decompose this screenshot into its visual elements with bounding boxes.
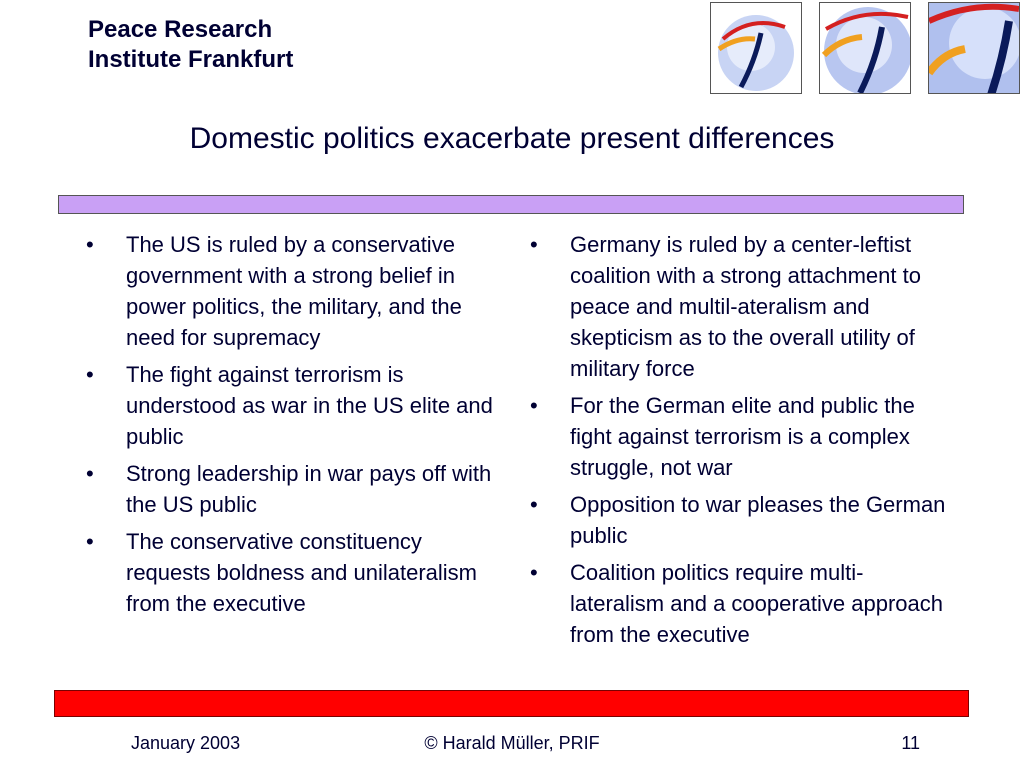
bullet-marker: • [86,461,94,486]
footer-page-number: 11 [901,733,920,753]
list-item [86,229,498,353]
logo-tile-2 [819,2,911,94]
institute-name-line2: Institute Frankfurt [88,46,294,73]
list-item [86,526,498,619]
bullet-text: Coalition politics require multi-lateralism and a cooperative approach from the executive [570,560,944,647]
bullet-text: The conservative constituency requests boldness and unilateralism from the executive [126,529,477,616]
bullet-marker: • [530,393,538,418]
list-item [530,390,950,483]
list-item [530,557,950,650]
bullet-marker: • [86,362,94,387]
germany-bullet-list [530,229,950,656]
institute-name-line1: Peace Research [88,16,273,43]
bullet-marker: • [530,560,538,585]
bullet-text: Germany is ruled by a center-leftist coalition with a strong attachment to peace and multil-ateralism and skepticism as to the overall utility of military force [570,232,921,381]
sphere-swoosh-icon [929,3,1019,93]
footer-copyright: © Harald Müller, PRIF [424,733,600,753]
bullet-marker: • [530,492,538,517]
bullet-text: For the German elite and public the fight against terrorism is a complex struggle, not war [570,393,915,480]
bullet-text: Opposition to war pleases the German public [570,492,946,548]
list-item [86,458,498,520]
bullet-text: The fight against terrorism is understood as war in the US elite and public [126,362,493,449]
title-divider-bar [58,195,964,214]
footer-divider-bar [54,690,969,717]
bullet-text: Strong leadership in war pays off with the US public [126,461,492,517]
bullet-marker: • [530,232,538,257]
institute-name [88,15,293,75]
footer-date: January 2003 [131,733,241,753]
logo-tile-3 [928,2,1020,94]
list-item [86,359,498,452]
sphere-swoosh-icon [820,3,910,93]
logo-tile-1 [710,2,802,94]
bullet-marker: • [86,529,94,554]
bullet-marker: • [86,232,94,257]
list-item [530,229,950,384]
slide-title: Domestic politics exacerbate present differences [189,122,835,155]
bullet-text: The US is ruled by a conservative government with a strong belief in power politics, the military, and the need for supremacy [126,232,462,350]
us-bullet-list [86,229,498,625]
list-item [530,489,950,551]
sphere-swoosh-icon [711,3,801,93]
